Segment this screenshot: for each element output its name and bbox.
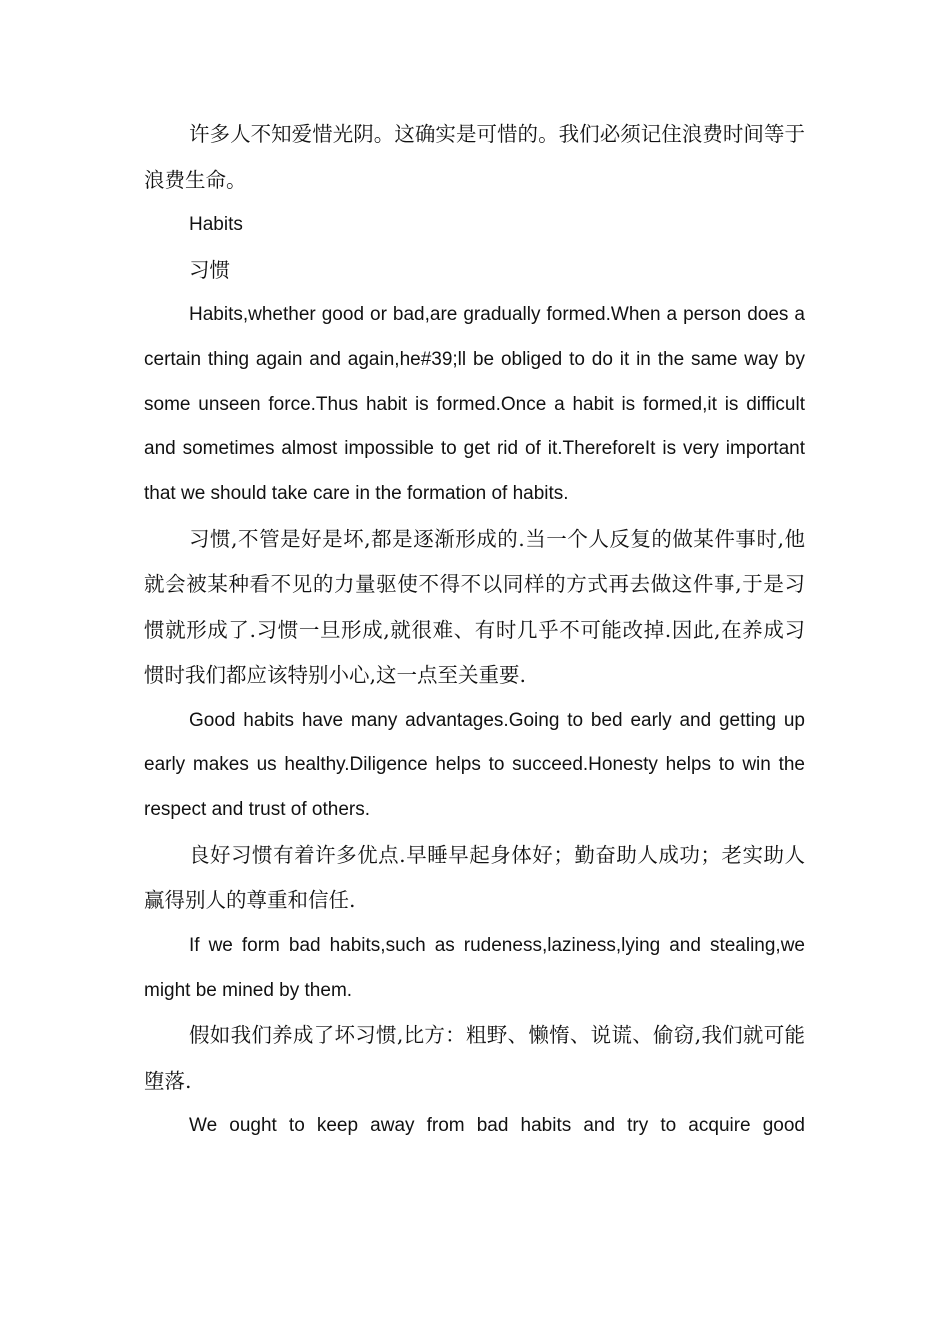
paragraph-habits-formed-zh: 习惯,不管是好是坏,都是逐渐形成的.当一个人反复的做某件事时,他就会被某种看不见的力量驱使不得不以同样的方式再去做这件事,于是习惯就形成了.习惯一旦形成,就很难、有时几乎不可能改掉.因此,在养成习惯时我们都应该特别小心,这一点至关重要. <box>144 526 805 688</box>
paragraph-good-habits-zh: 良好习惯有着许多优点.早睡早起身体好；勤奋助人成功；老实助人赢得别人的尊重和信任. <box>144 842 805 913</box>
paragraph-bad-habits-en: If we form bad habits,such as rudeness,laziness,lying and stealing,we might be mined by them. <box>144 934 805 1001</box>
paragraph-bad-habits-zh: 假如我们养成了坏习惯,比方：粗野、懒惰、说谎、偷窃,我们就可能堕落. <box>144 1023 805 1093</box>
document-body <box>144 112 805 1149</box>
heading-habits-en: Habits <box>189 214 243 235</box>
paragraph-cherish-time-zh: 许多人不知爱惜光阴。这确实是可惜的。我们必须记住浪费时间等于浪费生命。 <box>144 122 805 192</box>
heading-habits-zh: 习惯 <box>189 257 230 282</box>
paragraph-keep-away-en: We ought to keep away from bad habits and try to acquire good <box>189 1115 805 1137</box>
paragraph-good-habits-en: Good habits have many advantages.Going to bed early and getting up early makes us healthy.Diligence helps to succeed.Honesty helps to win the respect and trust of others. <box>144 709 805 821</box>
paragraph-habits-formed-en: Habits,whether good or bad,are gradually formed.When a person does a certain thing again and again,he#39;ll be obliged to do it in the same way by some unseen force.Thus habit is formed.Once a habit is formed,it is difficult and sometimes almost impossible to get rid of it.ThereforeIt is very important that we should take care in the formation of habits. <box>144 304 805 505</box>
